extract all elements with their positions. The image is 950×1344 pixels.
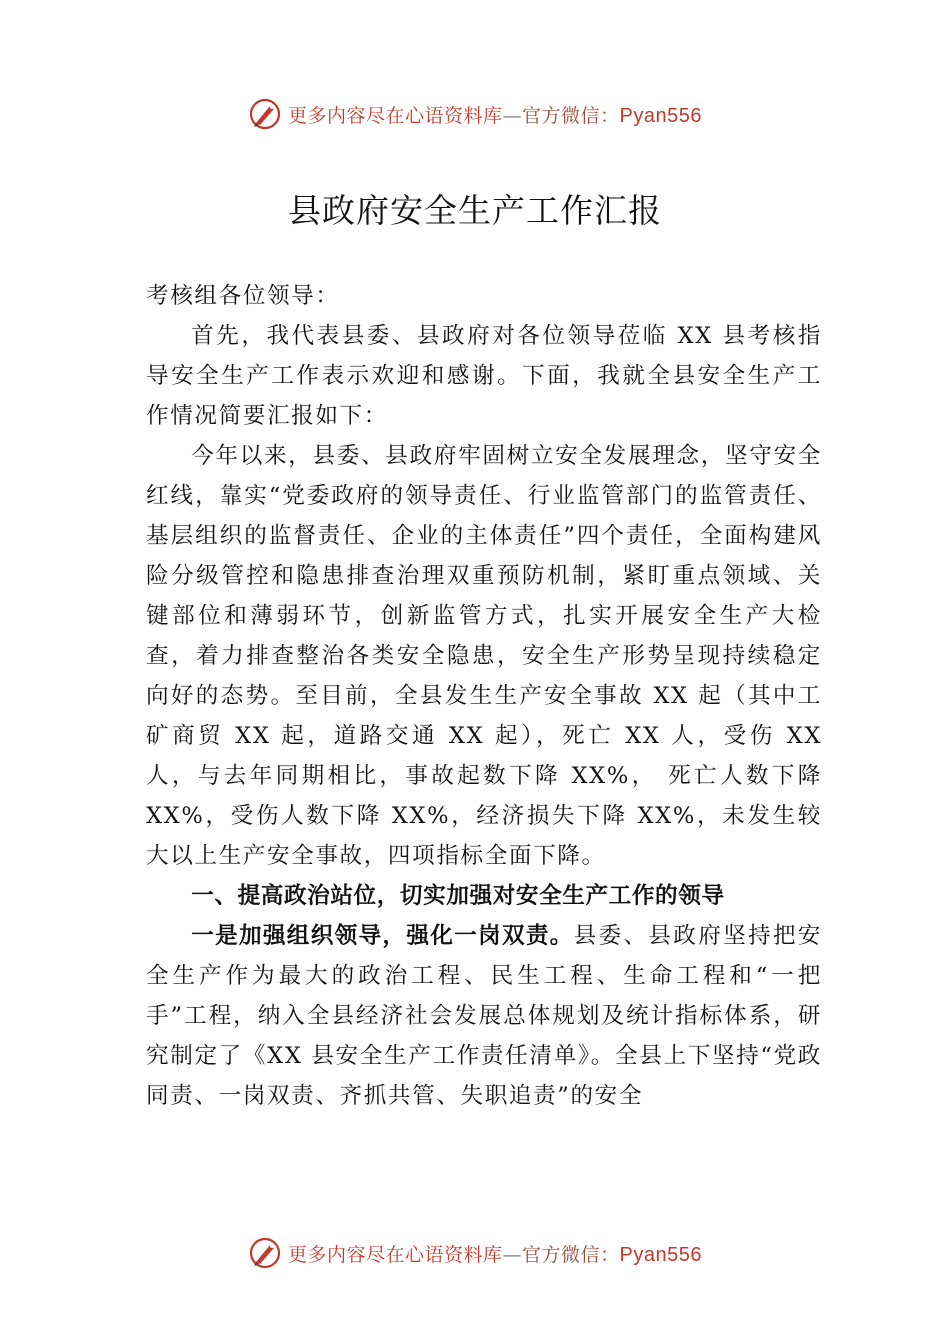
banner-brand: 更多内容尽在心语资料库 [288, 1243, 503, 1266]
paragraph-intro: 首先，我代表县委、县政府对各位领导莅临 XX 县考核指导安全生产工作表示欢迎和感谢。下面，我就全县安全生产工作情况简要汇报如下： [146, 323, 822, 429]
salutation: 考核组各位领导： [146, 283, 340, 309]
banner-text [288, 101, 702, 128]
banner-dash: — [502, 104, 523, 127]
banner-wechat-label: 官方微信： [522, 104, 620, 127]
document-title: 县政府安全生产工作汇报 [288, 191, 662, 230]
banner-wechat-id: Pyan556 [619, 1243, 702, 1266]
header-banner [0, 94, 950, 134]
document-body [146, 276, 822, 1116]
pen-logo-icon [248, 97, 282, 131]
footer-banner [0, 1233, 950, 1273]
banner-wechat-id: Pyan556 [619, 104, 702, 127]
banner-dash: — [502, 1243, 523, 1266]
paragraph-overview: 今年以来，县委、县政府牢固树立安全发展理念，坚守安全红线，靠实“党委政府的领导责任、行业监管部门的监管责任、基层组织的监督责任、企业的主体责任”四个责任，全面构建风险分级管控和隐患排查治理双重预防机制，紧盯重点领域、关键部位和薄弱环节，创新监管方式，扎实开展安全生产大检查，着力排查整治各类安全隐患，安全生产形势呈现持续稳定向好的态势。至目前，全县发生生产安全事故 XX 起（其中工矿商贸 XX 起，道路交通 XX 起），死亡 XX 人，受伤 XX 人，与去年同期相比，事故起数下降 XX%， 死亡人数下降 XX%，受伤人数下降 XX%，经济损失下降 XX%，未发生较大以上生产安全事故，四项指标全面下降。 [146, 443, 822, 869]
banner-text [288, 1240, 702, 1267]
section-heading-1: 一、提高政治站位，切实加强对安全生产工作的领导 [191, 883, 725, 909]
paragraph-section1 [146, 916, 822, 1116]
banner-brand: 更多内容尽在心语资料库 [288, 104, 503, 127]
section1-lead: 一是加强组织领导，强化一岗双责。 [191, 923, 574, 949]
banner-wechat-label: 官方微信： [522, 1243, 620, 1266]
section1-text: 县委、县政府坚持把安全生产作为最大的政治工程、民生工程、生命工程和“一把手”工程，纳入全县经济社会发展总体规划及统计指标体系，研究制定了《XX 县安全生产工作责任清单》。全县上下坚持“党政同责、一岗双责、齐抓共管、失职追责”的安全 [146, 923, 823, 1109]
pen-logo-icon [248, 1236, 282, 1270]
